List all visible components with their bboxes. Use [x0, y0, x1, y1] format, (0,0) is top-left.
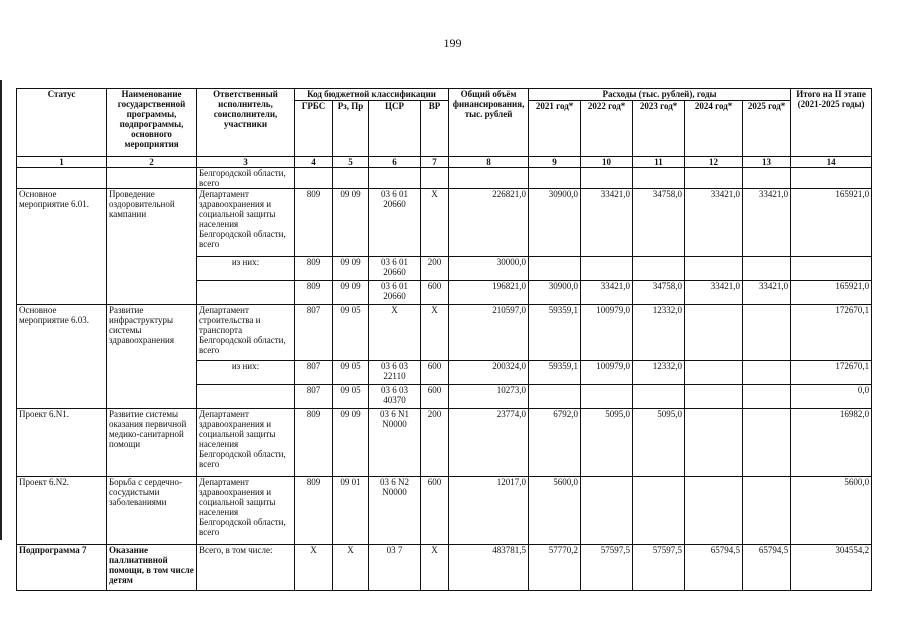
cell-2024 — [685, 409, 743, 477]
cell-executor: Всего, в том числе: — [197, 545, 295, 591]
cell-2021: 5600,0 — [529, 477, 581, 545]
cell-rzpr — [333, 168, 369, 189]
col-num: 7 — [421, 157, 449, 168]
cell-2021 — [529, 168, 581, 189]
cell-rzpr: 09 01 — [333, 477, 369, 545]
cell-csr: 03 6 N2 N0000 — [369, 477, 421, 545]
cell-2021 — [529, 385, 581, 409]
cell-2022 — [581, 477, 633, 545]
cell-itogo: 16982,0 — [791, 409, 872, 477]
col-num: 8 — [449, 157, 529, 168]
cell-2021: 30900,0 — [529, 189, 581, 257]
cell-2021: 6792,0 — [529, 409, 581, 477]
cell-2021: 30900,0 — [529, 281, 581, 305]
cell-itogo: 5600,0 — [791, 477, 872, 545]
cell-2025 — [743, 385, 791, 409]
header-status: Статус — [17, 89, 107, 157]
cell-grbs — [295, 168, 333, 189]
scan-edge-line — [0, 80, 2, 540]
table-row — [17, 477, 872, 545]
cell-rzpr: 09 09 — [333, 281, 369, 305]
cell-csr: 03 6 01 20660 — [369, 281, 421, 305]
cell-2022 — [581, 168, 633, 189]
col-num: 2 — [107, 157, 197, 168]
header-name: Наименование государственной программы, подпрограммы, основного мероприятия — [107, 89, 197, 157]
cell-itogo: 304554,2 — [791, 545, 872, 591]
cell-2022: 100979,0 — [581, 361, 633, 385]
col-num: 10 — [581, 157, 633, 168]
cell-2021: 59359,1 — [529, 305, 581, 361]
cell-itogo — [791, 168, 872, 189]
cell-name — [107, 168, 197, 189]
cell-status: Основное мероприятие 6.01. — [17, 189, 107, 305]
cell-name: Развитие инфраструктуры системы здравоохранения — [107, 305, 197, 409]
col-num: 11 — [633, 157, 685, 168]
header-vr: ВР — [421, 101, 449, 157]
cell-itogo — [791, 257, 872, 281]
cell-csr: 03 6 01 20660 — [369, 189, 421, 257]
cell-2021 — [529, 257, 581, 281]
col-num: 6 — [369, 157, 421, 168]
cell-csr: X — [369, 305, 421, 361]
cell-csr: 03 7 — [369, 545, 421, 591]
cell-2025 — [743, 361, 791, 385]
header-2024: 2024 год* — [685, 101, 743, 157]
cell-total: 30000,0 — [449, 257, 529, 281]
cell-2025 — [743, 477, 791, 545]
cell-2022: 5095,0 — [581, 409, 633, 477]
cell-status: Проект 6.N2. — [17, 477, 107, 545]
header-total-volume: Общий объём финансирования, тыс. рублей — [449, 89, 529, 157]
cell-executor: Департамент здравоохранения и социальной защиты населения Белгородской области, всего — [197, 409, 295, 477]
cell-executor: Департамент здравоохранения и социальной защиты населения Белгородской области, всего — [197, 189, 295, 257]
cell-2022 — [581, 385, 633, 409]
col-num: 1 — [17, 157, 107, 168]
cell-vr: X — [421, 545, 449, 591]
cell-grbs: X — [295, 545, 333, 591]
budget-table — [16, 88, 872, 591]
cell-2024: 65794,5 — [685, 545, 743, 591]
cell-2023 — [633, 385, 685, 409]
cell-vr: 200 — [421, 409, 449, 477]
cell-2025: 33421,0 — [743, 189, 791, 257]
header-expenses: Расходы (тыс. рублей), годы — [529, 89, 791, 101]
cell-2025 — [743, 305, 791, 361]
cell-itogo: 165921,0 — [791, 189, 872, 257]
header-row-1 — [17, 89, 872, 101]
cell-2022: 100979,0 — [581, 305, 633, 361]
cell-total: 10273,0 — [449, 385, 529, 409]
cell-vr: 600 — [421, 385, 449, 409]
cell-2022: 33421,0 — [581, 281, 633, 305]
cell-2024 — [685, 257, 743, 281]
cell-grbs: 809 — [295, 257, 333, 281]
cell-rzpr: 09 05 — [333, 305, 369, 361]
cell-2025: 33421,0 — [743, 281, 791, 305]
header-2022: 2022 год* — [581, 101, 633, 157]
header-grbs: ГРБС — [295, 101, 333, 157]
cell-2023 — [633, 168, 685, 189]
table-row — [17, 305, 872, 361]
cell-2023: 12332,0 — [633, 305, 685, 361]
cell-2025 — [743, 257, 791, 281]
cell-2025 — [743, 168, 791, 189]
cell-csr: 03 6 03 22110 — [369, 361, 421, 385]
cell-vr: 600 — [421, 281, 449, 305]
cell-itogo: 172670,1 — [791, 305, 872, 361]
col-num: 4 — [295, 157, 333, 168]
cell-status: Проект 6.N1. — [17, 409, 107, 477]
cell-2023: 5095,0 — [633, 409, 685, 477]
cell-2023: 57597,5 — [633, 545, 685, 591]
cell-executor: из них: — [197, 361, 295, 385]
cell-csr: 03 6 03 40370 — [369, 385, 421, 409]
cell-total: 23774,0 — [449, 409, 529, 477]
cell-2024: 33421,0 — [685, 189, 743, 257]
header-executor: Ответственный исполнитель, соисполнители, участники — [197, 89, 295, 157]
cell-grbs: 809 — [295, 409, 333, 477]
col-num: 13 — [743, 157, 791, 168]
cell-rzpr: 09 09 — [333, 257, 369, 281]
cell-status: Основное мероприятие 6.03. — [17, 305, 107, 409]
cell-name: Проведение оздоровительной кампании — [107, 189, 197, 305]
cell-2024 — [685, 477, 743, 545]
cell-itogo: 172670,1 — [791, 361, 872, 385]
cell-csr — [369, 168, 421, 189]
table-row — [17, 189, 872, 257]
cell-vr: X — [421, 305, 449, 361]
column-number-row — [17, 157, 872, 168]
cell-status — [17, 168, 107, 189]
cell-2021: 57770,2 — [529, 545, 581, 591]
col-num: 12 — [685, 157, 743, 168]
col-num: 9 — [529, 157, 581, 168]
cell-2023: 34758,0 — [633, 281, 685, 305]
cell-vr — [421, 168, 449, 189]
cell-grbs: 809 — [295, 189, 333, 257]
cell-name: Оказание паллиативной помощи, в том числе детям — [107, 545, 197, 591]
cell-2022 — [581, 257, 633, 281]
cell-total: 196821,0 — [449, 281, 529, 305]
cell-rzpr: X — [333, 545, 369, 591]
cell-2025: 65794,5 — [743, 545, 791, 591]
header-2023: 2023 год* — [633, 101, 685, 157]
page-number: 199 — [443, 36, 462, 50]
cell-executor: из них: — [197, 257, 295, 281]
cell-name: Развитие системы оказания первичной медико-санитарной помощи — [107, 409, 197, 477]
cell-total: 200324,0 — [449, 361, 529, 385]
cell-grbs: 809 — [295, 281, 333, 305]
cell-total: 226821,0 — [449, 189, 529, 257]
cell-executor — [197, 281, 295, 305]
cell-rzpr: 09 09 — [333, 189, 369, 257]
cell-2021: 59359,1 — [529, 361, 581, 385]
cell-executor: Департамент здравоохранения и социальной защиты населения Белгородской области, всего — [197, 477, 295, 545]
cell-2024 — [685, 305, 743, 361]
cell-vr: 600 — [421, 361, 449, 385]
cell-2023 — [633, 477, 685, 545]
cell-rzpr: 09 09 — [333, 409, 369, 477]
cell-2023: 12332,0 — [633, 361, 685, 385]
table-row — [17, 545, 872, 591]
cell-2024 — [685, 168, 743, 189]
cell-executor: Белгородской области, всего — [197, 168, 295, 189]
cell-2025 — [743, 409, 791, 477]
cell-rzpr: 09 05 — [333, 361, 369, 385]
header-csr: ЦСР — [369, 101, 421, 157]
cell-total: 483781,5 — [449, 545, 529, 591]
header-2021: 2021 год* — [529, 101, 581, 157]
cell-itogo: 165921,0 — [791, 281, 872, 305]
cell-2024: 33421,0 — [685, 281, 743, 305]
cell-grbs: 809 — [295, 477, 333, 545]
cell-itogo: 0,0 — [791, 385, 872, 409]
col-num: 3 — [197, 157, 295, 168]
cell-vr: X — [421, 189, 449, 257]
cell-executor — [197, 385, 295, 409]
cell-total: 210597,0 — [449, 305, 529, 361]
cell-2022: 57597,5 — [581, 545, 633, 591]
cell-2024 — [685, 361, 743, 385]
cell-name: Борьба с сердечно-сосудистыми заболеваниями — [107, 477, 197, 545]
header-budget-code: Код бюджетной классификации — [295, 89, 449, 101]
cell-grbs: 807 — [295, 361, 333, 385]
table-row — [17, 409, 872, 477]
cell-executor: Департамент строительства и транспорта Белгородской области, всего — [197, 305, 295, 361]
cell-total: 12017,0 — [449, 477, 529, 545]
cell-status: Подпрограмма 7 — [17, 545, 107, 591]
cell-total — [449, 168, 529, 189]
table-row — [17, 168, 872, 189]
cell-csr: 03 6 N1 N0000 — [369, 409, 421, 477]
col-num: 5 — [333, 157, 369, 168]
cell-vr: 600 — [421, 477, 449, 545]
cell-vr: 200 — [421, 257, 449, 281]
cell-rzpr: 09 05 — [333, 385, 369, 409]
col-num: 14 — [791, 157, 872, 168]
cell-2024 — [685, 385, 743, 409]
cell-2023: 34758,0 — [633, 189, 685, 257]
cell-2022: 33421,0 — [581, 189, 633, 257]
header-itogo: Итого на II этапе (2021-2025 годы) — [791, 89, 872, 157]
cell-grbs: 807 — [295, 305, 333, 361]
cell-2023 — [633, 257, 685, 281]
cell-csr: 03 6 01 20660 — [369, 257, 421, 281]
cell-grbs: 807 — [295, 385, 333, 409]
header-2025: 2025 год* — [743, 101, 791, 157]
header-rzpr: Рз, Пр — [333, 101, 369, 157]
